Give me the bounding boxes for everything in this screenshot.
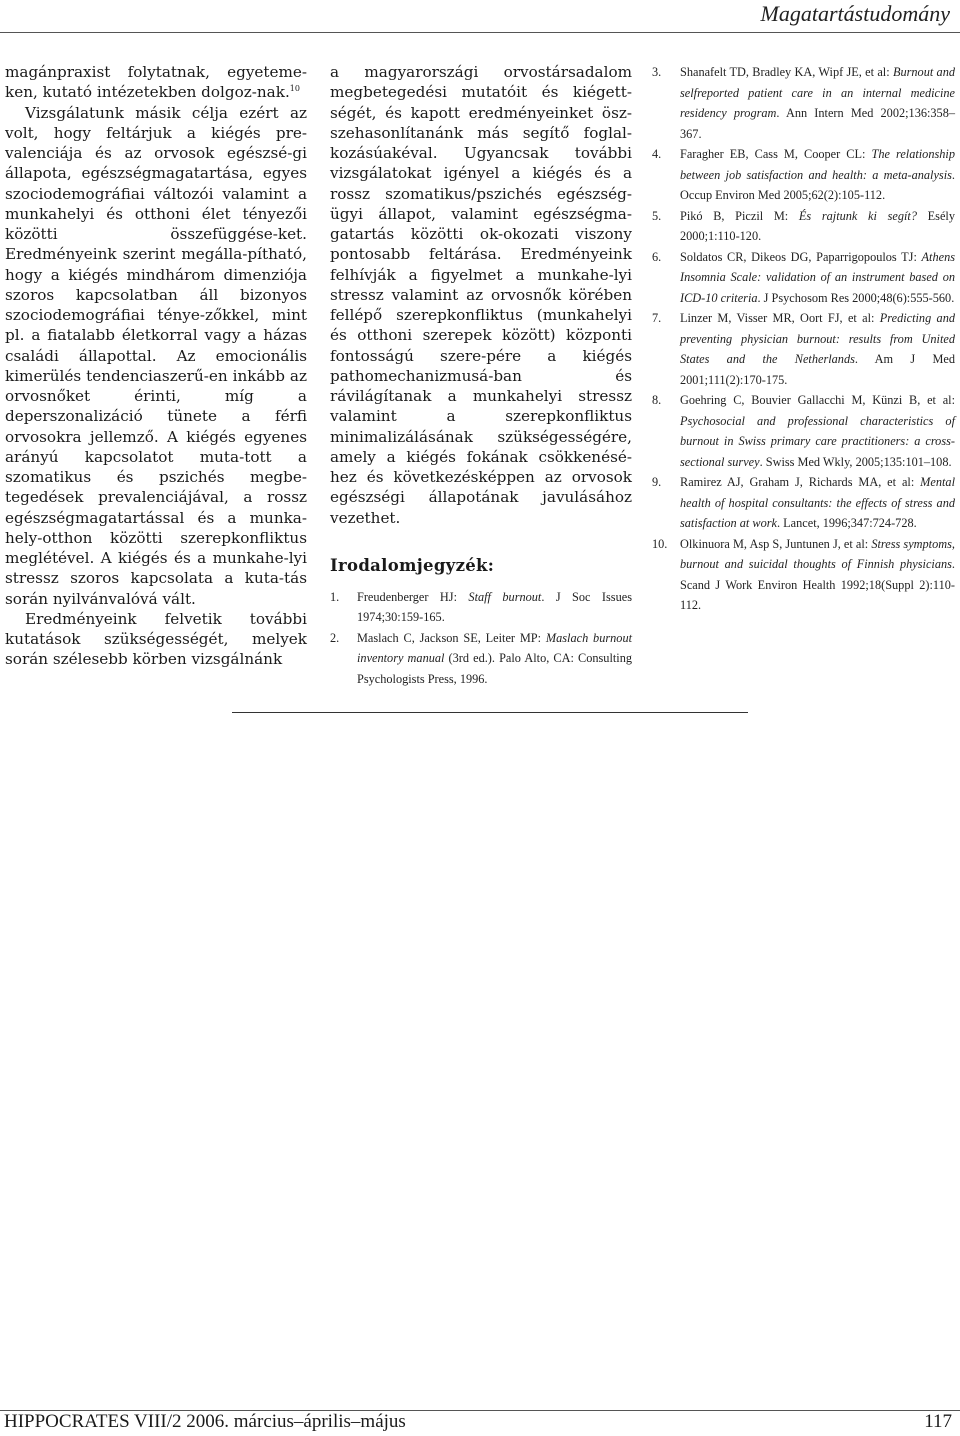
reference-item: 8. Goehring C, Bouvier Gallacchi M, Künzi B, et al: Psychosocial and professional characteristics of burnout in Swiss primary care practitioners: a cross-sectional survey. Swiss Med Wkly, 2005;135:101–108. [652,393,955,469]
reference-list-part-1 [330,587,632,690]
reference-item: 7. Linzer M, Visser MR, Oort FJ, et al: Predicting and preventing physician burnout: results from United States and the Netherlands. Am J Med 2001;111(2):170-175. [652,311,955,387]
paragraph-1 [5,62,307,103]
reference-list-part-2 [652,62,955,616]
reference-item: 5. Pikó B, Piczil M: És rajtunk ki segít? Esély 2000;1:110-120. [652,208,955,243]
reference-item: 4. Faragher EB, Cass M, Cooper CL: The relationship between job satisfaction and health: a meta-analysis. Occup Environ Med 2005;62(2):105-112. [652,147,955,202]
running-header [0,0,960,33]
reference-item: 9. Ramirez AJ, Graham J, Richards MA, et al: Mental health of hospital consultants: the effects of stress and satisfaction at work. Lancet, 1996;347:724-728. [652,475,955,530]
reference-item: 6. Soldatos CR, Dikeos DG, Paparrigopoulos TJ: Athens Insomnia Scale: validation of an instrument based on ICD-10 criteria. J Psychosom Res 2000;48(6):555-560. [652,249,955,305]
paragraph-4: a magyarországi orvostársadalom megbetegedési mutatóit és kiégett-ségét, és kapott eredményeinket ösz-szehasonlítanánk más segítő foglal-kozásúakéval. Ugyancsak további vizsgálatokat igényel a kiégés és a rossz szomatikus/pszichés egészség-ügyi állapot, valamint egészségma-gatartás közötti ok-okozati viszony pontosabb feltárása. Eredményeink felhívják a figyelmet a munkahe-lyi stressz valamint az orvosnők körében fellépő szerepkonfliktus (munkahelyi és otthoni szerepek között) központi fontosságú szere-pére a kiégés pathomechanizmusá-ban és rávilágítanak a munkahelyi stressz valamint a szerepkonfliktus minimalizálásának szükségességére, amely a kiégés fokának csökkenésé-hez és következésképpen az orvosok egészségi állapotának javulásához vezethet. [330,63,632,527]
paragraph-2: Vizsgálatunk másik célja ezért az volt, hogy feltárjuk a kiégés pre-valenciája és az orvosok egészsé-gi állapota, egészségmagatartása, egyes szociodemográfiai változói valamint a munkahelyi és otthoni élet tényezői közötti összefüggése-ket. Eredményeink szerint megálla-pítható, hogy a kiégés mindhárom dimenziója szoros kapcsolatban áll bizonyos szociodemográfiai ténye-zőkkel, mint pl. a fiatalabb életkorral vagy a házas családi állapottal. Az emocionális kimerülés tendenciaszerű-en inkább az orvosnőket érinti, míg a deperszonalizáció tünete a férfi orvosokra jellemző. A kiégés egyenes arányú kapcsolatot muta-tott a szomatikus és pszichés megbe-tegedések prevalenciájával, a rossz egészségmagatartással és a munka-hely-otthon közötti szerepkonfliktus meglétével. A kiégés és a munkahe-lyi stressz szoros kapcsolata a kuta-tás során nyilvánvalóvá vált. [5,103,307,608]
text-column-2 [330,62,632,689]
citation-superscript: 10 [289,84,300,94]
paragraph-1-text: magánpraxist folytatnak, egyeteme-ken, kutató intézetekben dolgoz-nak. [5,63,307,102]
reference-item: 2. Maslach C, Jackson SE, Leiter MP: Maslach burnout inventory manual (3rd ed.). Palo Alto, CA: Consulting Psychologists Press, 1996. [330,630,633,686]
reference-item: 1. Freudenberger HJ: Staff burnout. J Soc Issues 1974;30:159-165. [330,589,632,625]
references-heading: Irodalomjegyzék: [330,555,495,575]
page-footer [0,1410,960,1436]
article-end-rule [232,712,748,713]
journal-name: Magatartástudomány [760,1,950,26]
page-number: 117 [924,1411,952,1432]
reference-item: 3. Shanafelt TD, Bradley KA, Wipf JE, et al: Burnout and selfreported patient care in an internal medicine residency program. Ann Intern Med 2002;136:358–367. [652,65,956,141]
reference-column [652,62,955,616]
reference-item: 10. Olkinuora M, Asp S, Juntunen J, et al: Stress symptoms, burnout and suicidal thoughts of Finnish physicians. Scand J Work Environ Health 1992;18(Suppl 2):110-112. [652,536,955,612]
header-rule [0,32,960,33]
paragraph-3: Eredményeink felvetik további kutatások szükségességét, melyek során szélesebb körben vizsgálnánk [5,609,307,669]
text-column-1 [5,62,307,670]
issue-info: HIPPOCRATES VIII/2 2006. március–április–május [4,1411,406,1432]
